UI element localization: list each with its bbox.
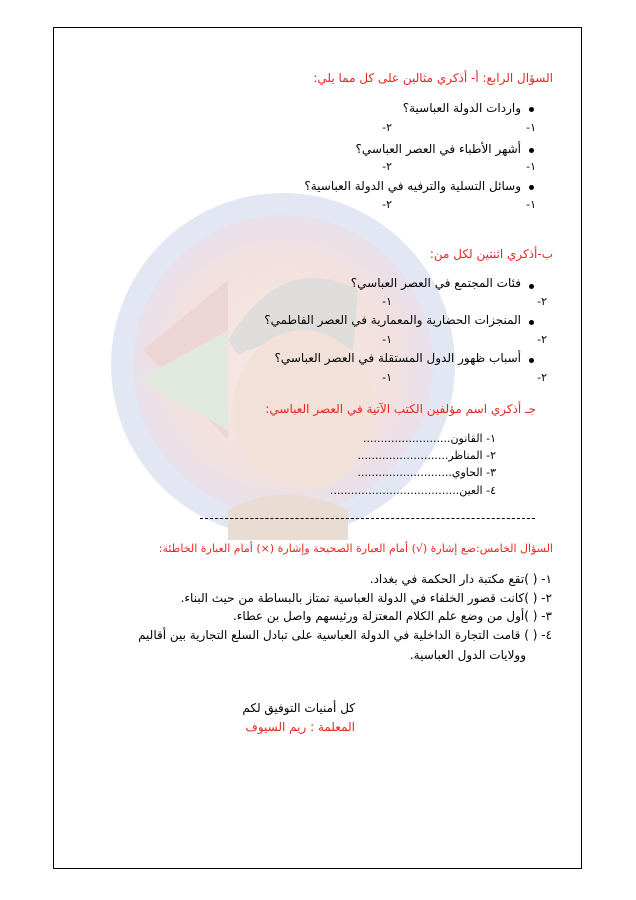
- answer-line-1: ١-: [526, 198, 536, 211]
- answer-line-2: ٢-: [537, 295, 547, 308]
- q5-item-4-cont: وولايات الدول العباسية.: [409, 648, 526, 662]
- answer-line-2: ٢-: [537, 333, 547, 346]
- c-item-2: ٢- المناظر..........................: [357, 449, 496, 462]
- q4-item-1: واردات الدولة العباسية؟: [402, 101, 521, 115]
- c-item-3: ٣- الحاوي...........................: [357, 466, 496, 479]
- q5-header: السؤال الخامس:ضع إشارة (√) أمام العبارة الصحيحة وإشارة (×) أمام العبارة الخاطئة:: [158, 542, 553, 555]
- answer-line-2: ٢-: [537, 371, 547, 384]
- bullet-icon: [529, 185, 534, 190]
- answer-line-1: ١-: [526, 121, 536, 134]
- bullet-icon: [529, 107, 534, 112]
- q4-b-item-1: فئات المجتمع في العصر العباسي؟: [350, 276, 521, 290]
- q4-b-item-3: أسباب ظهور الدول المستقلة في العصر العباسي؟: [274, 351, 521, 365]
- bullet-icon: [529, 148, 534, 153]
- q5-item-4: ٤- ( ) قامت التجارة الداخلية في الدولة العباسية على تبادل السلع التجارية بين أقاليم: [138, 628, 552, 642]
- answer-line-1: ١-: [526, 160, 536, 173]
- q5-item-2: ٢- ( )كانت قصور الخلفاء في الدولة العباسية تمتاز بالبساطة من حيث البناء.: [180, 591, 552, 605]
- answer-line-2: ٢-: [382, 198, 392, 211]
- q4-item-2: أشهر الأطباء في العصر العباسي؟: [355, 142, 521, 156]
- q4-b-item-2: المنجزات الحضارية والمعمارية في العصر الفاطمي؟: [264, 313, 521, 327]
- bullet-icon: [529, 284, 534, 289]
- q5-item-3: ٣- ( )أول من وضع علم الكلام المعتزلة ورئيسهم واصل بن عطاء.: [232, 609, 552, 623]
- q4-header: السؤال الرابع: أ- أذكري مثالين على كل مما يلي:: [313, 71, 553, 85]
- q5-item-1: ١- ( )تقع مكتبة دار الحكمة في بغداد.: [369, 572, 552, 586]
- bullet-icon: [529, 320, 534, 325]
- bullet-icon: [529, 358, 534, 363]
- answer-line-2: ٢-: [382, 160, 392, 173]
- teacher-name: المعلمة : ريم السيوف: [245, 720, 355, 734]
- answer-line-2: ٢-: [382, 121, 392, 134]
- q4-item-3: وسائل التسلية والترفيه في الدولة العباسية؟: [304, 179, 521, 193]
- answer-line-1: ١-: [382, 371, 392, 384]
- c-item-4: ٤- العين.....................................: [329, 484, 496, 497]
- q4-b-header: ب-أذكري اثنتين لكل من:: [429, 247, 553, 261]
- section-divider: [200, 518, 535, 519]
- answer-line-1: ١-: [382, 295, 392, 308]
- closing-wish: كل أمنيات التوفيق لكم: [242, 701, 355, 715]
- c-item-1: ١- القانون.........................: [363, 432, 496, 445]
- answer-line-1: ١-: [382, 333, 392, 346]
- q4-c-header: جـ أذكري اسم مؤلفين الكتب الآتية في العصر العباسي:: [265, 402, 536, 416]
